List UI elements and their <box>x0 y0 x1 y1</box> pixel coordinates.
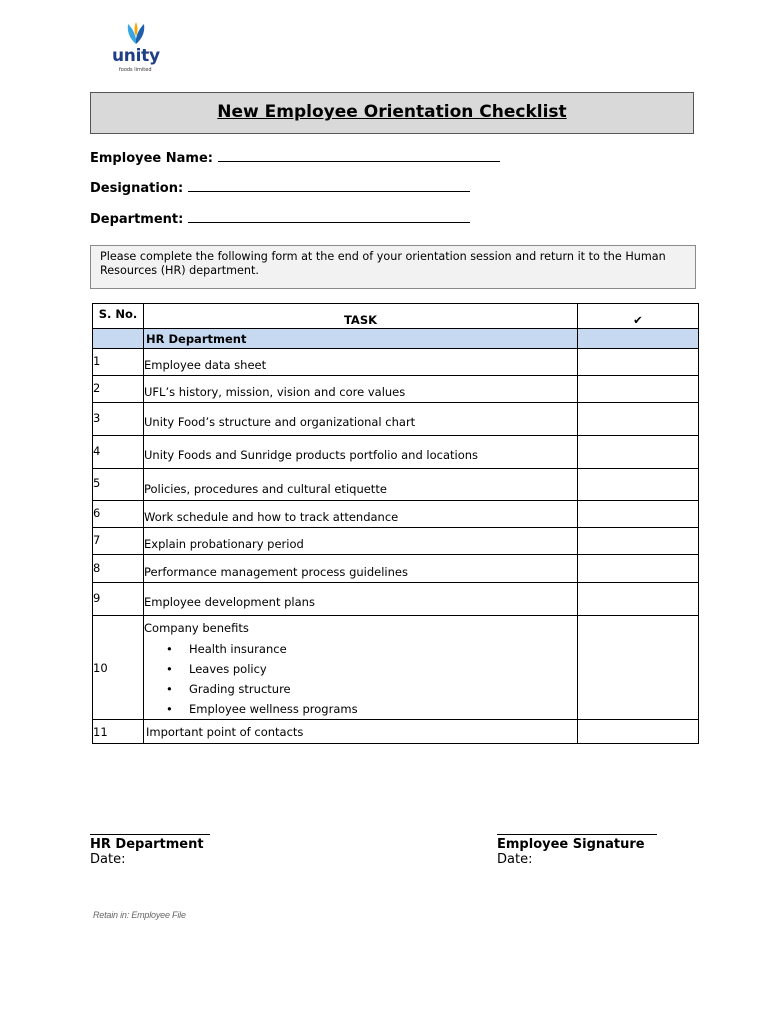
row-number: 2 <box>93 376 144 403</box>
row-task: Unity Food’s structure and organizational chart <box>144 403 578 436</box>
employee-name-field[interactable] <box>90 148 500 166</box>
header-sno: S. No. <box>93 304 144 329</box>
row-task: Important point of contacts <box>144 720 578 744</box>
table-row <box>93 436 699 469</box>
row-checkbox[interactable] <box>578 403 699 436</box>
hr-signature-line[interactable] <box>90 834 210 835</box>
list-item: • Grading structure <box>144 679 577 699</box>
row-checkbox[interactable] <box>578 555 699 583</box>
document-title: New Employee Orientation Checklist <box>217 102 567 122</box>
table-row <box>93 616 699 720</box>
designation-field[interactable] <box>90 178 470 196</box>
table-row <box>93 469 699 501</box>
section-label: HR Department <box>144 329 578 349</box>
row-task: Performance management process guidelines <box>144 555 578 583</box>
header-task: TASK <box>144 304 578 329</box>
table-row <box>93 583 699 616</box>
row-checkbox[interactable] <box>578 376 699 403</box>
row-number: 11 <box>93 720 144 744</box>
table-row <box>93 403 699 436</box>
row-number: 7 <box>93 528 144 555</box>
table-row <box>93 501 699 528</box>
title-banner <box>90 92 694 134</box>
row-checkbox[interactable] <box>578 349 699 376</box>
footer-note: Retain in: Employee File <box>93 910 186 920</box>
employee-date-label: Date: <box>497 852 533 867</box>
row-task: Work schedule and how to track attendance <box>144 501 578 528</box>
department-label: Department: <box>90 212 184 227</box>
row-checkbox[interactable] <box>578 583 699 616</box>
row-number: 6 <box>93 501 144 528</box>
company-logo <box>108 22 164 74</box>
list-item: • Health insurance <box>144 639 577 659</box>
list-item: • Employee wellness programs <box>144 699 577 719</box>
logo-wordmark: unity <box>112 46 160 66</box>
hr-signature-label: HR Department <box>90 837 204 852</box>
header-check: ✔ <box>578 304 699 329</box>
employee-signature-line[interactable] <box>497 834 657 835</box>
employee-signature-block <box>497 834 657 867</box>
designation-label: Designation: <box>90 181 184 196</box>
logo-tagline: foods limited <box>119 67 152 73</box>
instructions-box: Please complete the following form at the end of your orientation session and return it to the Human Resources (HR) department. <box>90 245 696 289</box>
logo-mark-icon <box>126 22 146 46</box>
hr-signature-block <box>90 834 210 867</box>
table-row <box>93 528 699 555</box>
checklist-table <box>92 303 699 744</box>
section-empty-cell <box>93 329 144 349</box>
row-checkbox[interactable] <box>578 528 699 555</box>
list-item: • Leaves policy <box>144 659 577 679</box>
row-checkbox[interactable] <box>578 616 699 720</box>
table-row <box>93 349 699 376</box>
department-field[interactable] <box>90 209 470 227</box>
row-task: Unity Foods and Sunridge products portfolio and locations <box>144 436 578 469</box>
employee-name-line[interactable] <box>218 148 500 162</box>
row-task: Explain probationary period <box>144 528 578 555</box>
row-number: 1 <box>93 349 144 376</box>
row-task: Company benefits <box>144 621 249 635</box>
row-number: 8 <box>93 555 144 583</box>
row-number: 4 <box>93 436 144 469</box>
designation-line[interactable] <box>188 178 470 192</box>
department-line[interactable] <box>188 209 470 223</box>
row-task: UFL’s history, mission, vision and core values <box>144 376 578 403</box>
row-task: Policies, procedures and cultural etiquette <box>144 469 578 501</box>
section-check-cell <box>578 329 699 349</box>
row-task-cell <box>144 616 578 720</box>
row-checkbox[interactable] <box>578 469 699 501</box>
row-number: 10 <box>93 616 144 720</box>
benefits-list <box>144 639 577 719</box>
employee-signature-label: Employee Signature <box>497 837 645 852</box>
row-checkbox[interactable] <box>578 720 699 744</box>
row-checkbox[interactable] <box>578 436 699 469</box>
section-row <box>93 329 699 349</box>
row-number: 5 <box>93 469 144 501</box>
employee-name-label: Employee Name: <box>90 151 213 166</box>
hr-date-label: Date: <box>90 852 126 867</box>
table-row <box>93 555 699 583</box>
row-number: 9 <box>93 583 144 616</box>
row-checkbox[interactable] <box>578 501 699 528</box>
table-row <box>93 376 699 403</box>
table-header-row <box>93 304 699 329</box>
row-task: Employee data sheet <box>144 349 578 376</box>
row-number: 3 <box>93 403 144 436</box>
row-task: Employee development plans <box>144 583 578 616</box>
table-row <box>93 720 699 744</box>
